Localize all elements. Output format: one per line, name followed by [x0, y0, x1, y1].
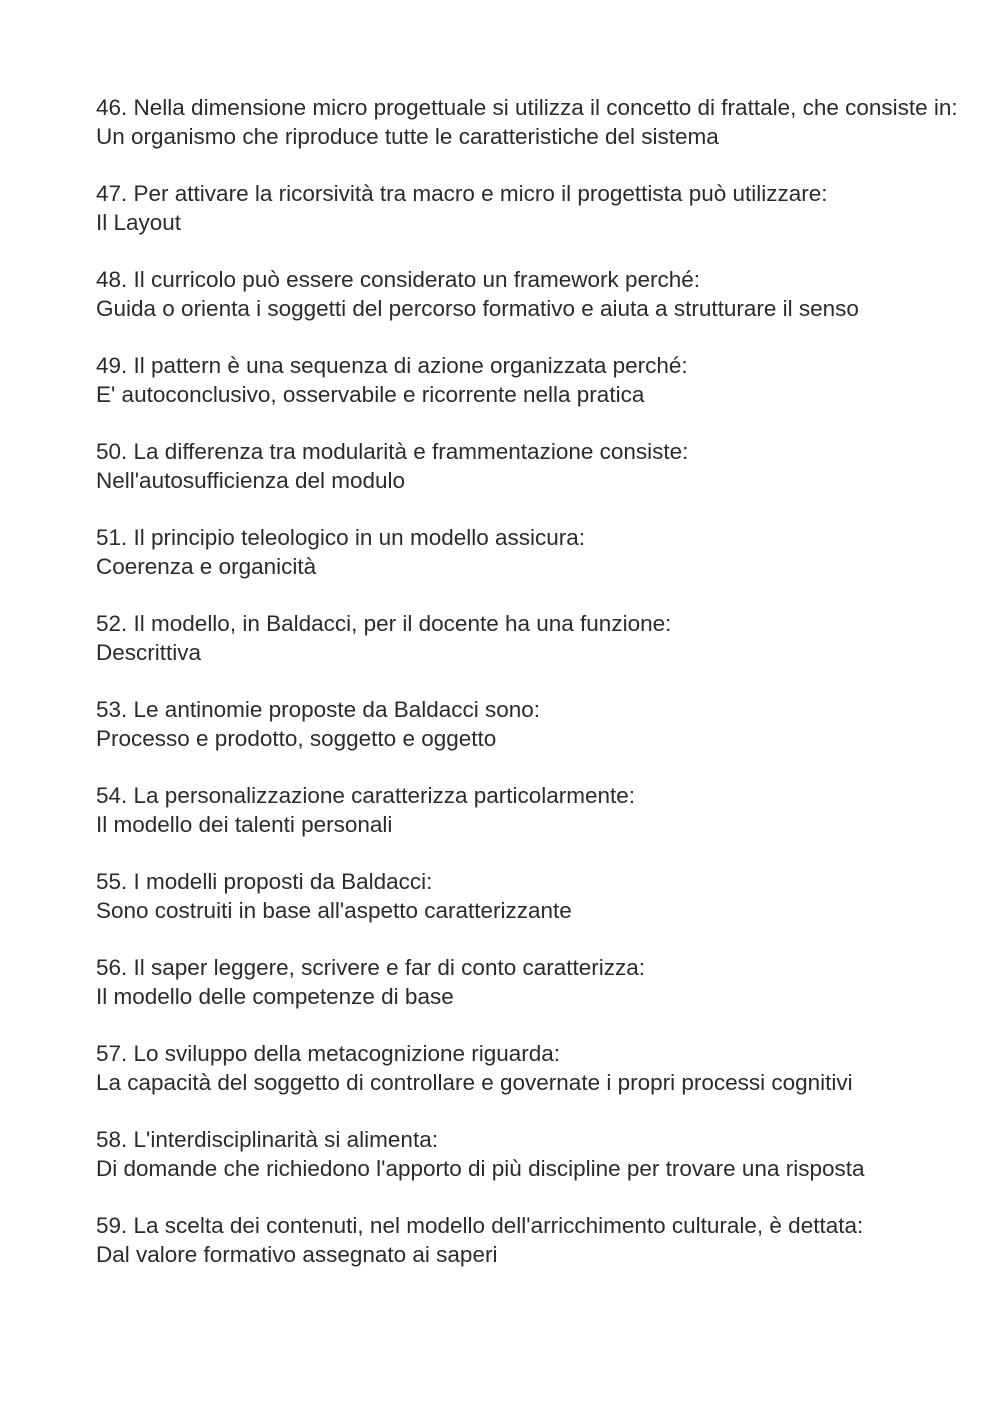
question-text: 47. Per attivare la ricorsività tra macro e micro il progettista può utilizzare: [96, 181, 828, 206]
qa-item [96, 953, 976, 1011]
question-text: 54. La personalizzazione caratterizza particolarmente: [96, 783, 636, 808]
qa-item [96, 867, 976, 925]
answer-text: Il modello dei talenti personali [96, 812, 393, 837]
question-text: 49. Il pattern è una sequenza di azione organizzata perché: [96, 353, 688, 378]
question-text: 56. Il saper leggere, scrivere e far di conto caratterizza: [96, 955, 646, 980]
qa-item [96, 1211, 976, 1269]
qa-item [96, 523, 976, 581]
qa-list [96, 93, 976, 1297]
question-text: 57. Lo sviluppo della metacognizione riguarda: [96, 1041, 561, 1066]
qa-item [96, 1039, 976, 1097]
question-text: 55. I modelli proposti da Baldacci: [96, 869, 433, 894]
answer-text: Un organismo che riproduce tutte le caratteristiche del sistema [96, 124, 719, 149]
answer-text: E' autoconclusivo, osservabile e ricorrente nella pratica [96, 382, 645, 407]
qa-item [96, 265, 976, 323]
answer-text: Guida o orienta i soggetti del percorso formativo e aiuta a strutturare il senso [96, 296, 859, 321]
qa-item [96, 351, 976, 409]
answer-text: La capacità del soggetto di controllare e governate i propri processi cognitivi [96, 1070, 853, 1095]
qa-item [96, 1125, 976, 1183]
question-text: 50. La differenza tra modularità e frammentazione consiste: [96, 439, 689, 464]
qa-item [96, 179, 976, 237]
qa-item [96, 609, 976, 667]
question-text: 48. Il curricolo può essere considerato un framework perché: [96, 267, 701, 292]
question-text: 51. Il principio teleologico in un modello assicura: [96, 525, 586, 550]
answer-text: Di domande che richiedono l'apporto di più discipline per trovare una risposta [96, 1156, 865, 1181]
qa-item [96, 695, 976, 753]
answer-text: Sono costruiti in base all'aspetto caratterizzante [96, 898, 572, 923]
answer-text: Nell'autosufficienza del modulo [96, 468, 406, 493]
answer-text: Il Layout [96, 210, 182, 235]
answer-text: Coerenza e organicità [96, 554, 317, 579]
answer-text: Dal valore formativo assegnato ai saperi [96, 1242, 498, 1267]
question-text: 53. Le antinomie proposte da Baldacci sono: [96, 697, 541, 722]
question-text: 46. Nella dimensione micro progettuale si utilizza il concetto di frattale, che consiste in: [96, 95, 958, 120]
qa-item [96, 781, 976, 839]
question-text: 58. L'interdisciplinarità si alimenta: [96, 1127, 438, 1152]
answer-text: Il modello delle competenze di base [96, 984, 454, 1009]
answer-text: Processo e prodotto, soggetto e oggetto [96, 726, 497, 751]
question-text: 59. La scelta dei contenuti, nel modello dell'arricchimento culturale, è dettata: [96, 1213, 864, 1238]
answer-text: Descrittiva [96, 640, 202, 665]
qa-item [96, 93, 976, 151]
qa-item [96, 437, 976, 495]
question-text: 52. Il modello, in Baldacci, per il docente ha una funzione: [96, 611, 672, 636]
